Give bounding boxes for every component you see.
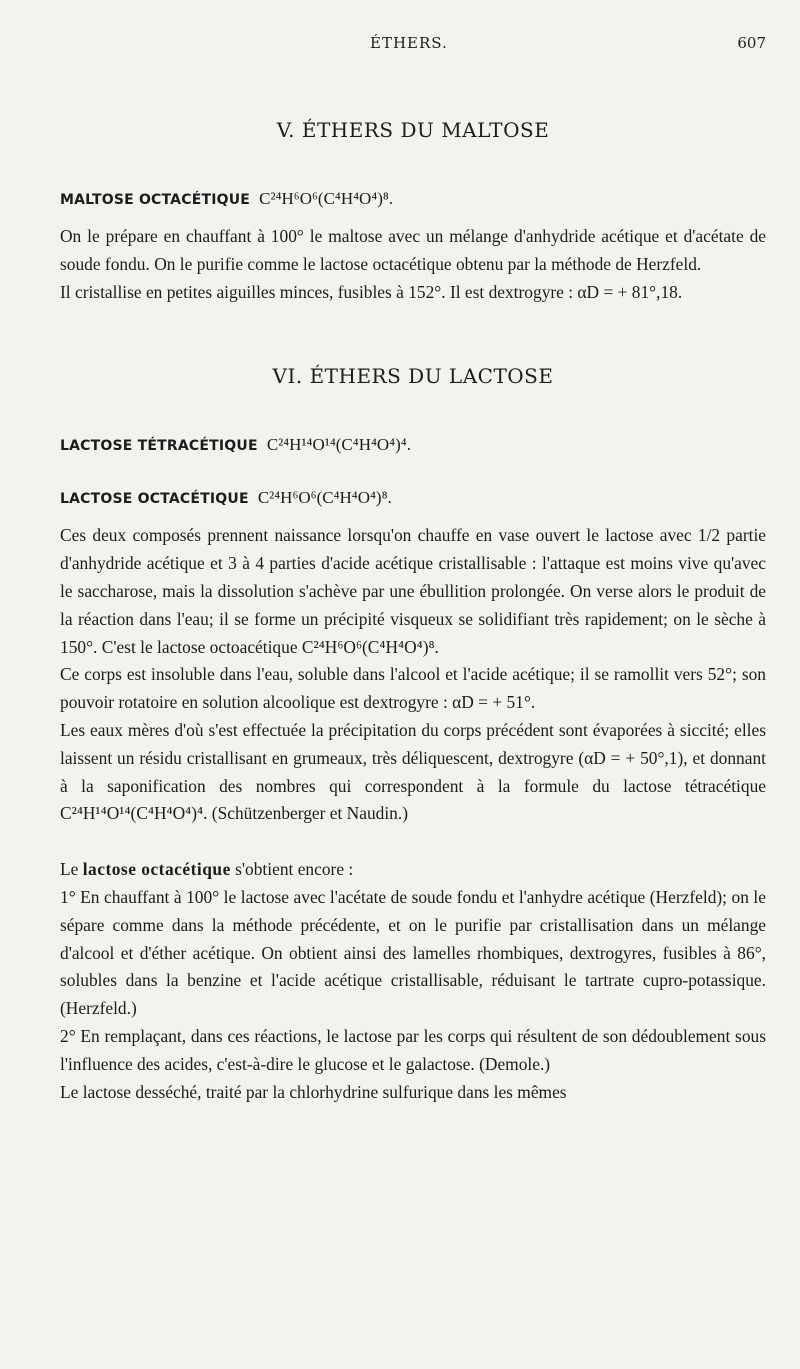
compound-name: LACTOSE TÉTRACÉTIQUE bbox=[60, 438, 258, 455]
intro-suffix: s'obtient encore : bbox=[230, 859, 354, 880]
compound-name: MALTOSE OCTACÉTIQUE bbox=[60, 192, 251, 208]
compound-lactose-octacetique bbox=[60, 485, 766, 512]
method-item: 1° En chauffant à 100° le lactose avec l'acétate de soude fondu et l'anhydre acétique (Herzfeld); on le sépare comme dans la méthode précédente, et on le purifie par cristallisation dans un mélange d'alcool et d'éther acétique. On obtient ainsi des lamelles rhombiques, dextrogyres, fusibles à 86°, solubles dans la benzine et l'acide acétique cristallisable, réduisant le tartrate cupro-potassique. (Herzfeld.) bbox=[60, 886, 766, 1019]
compound-formula: C²⁴H¹⁴O¹⁴(C⁴H⁴O⁴)⁴. bbox=[266, 435, 411, 455]
page-number: 607 bbox=[737, 34, 766, 52]
intro-prefix: Le bbox=[60, 859, 83, 880]
paragraph-intro bbox=[60, 856, 766, 884]
paragraph: Il cristallise en petites aiguilles minces, fusibles à 152°. Il est dextrogyre : αD = + 81°,18. bbox=[60, 281, 683, 302]
intro-emphasis: lactose octacétique bbox=[82, 859, 231, 880]
compound-lactose-tetracetique bbox=[60, 432, 766, 459]
section-heading-maltose: V. ÉTHERS DU MALTOSE bbox=[276, 118, 550, 142]
compound-formula: C²⁴H⁶O⁶(C⁴H⁴O⁴)⁸. bbox=[259, 189, 394, 208]
paragraph: Ces deux composés prennent naissance lorsqu'on chauffe en vase ouvert le lactose avec 1/2 partie d'anhydride acétique et 3 à 4 parties d'acide acétique cristallisable : l'attaque est moins vive qu'avec le saccharose, mais la dissolution s'achève par une ébullition prolongée. On verse alors le produit de la réaction dans l'eau; il se forme un précipité visqueux se solidifiant très rapidement; on le sèche à 150°. C'est le lactose octoacétique C²⁴H⁶O⁶(C⁴H⁴O⁴)⁸. bbox=[60, 525, 766, 657]
section-heading-lactose: VI. ÉTHERS DU LACTOSE bbox=[272, 364, 554, 389]
compound-name: LACTOSE OCTACÉTIQUE bbox=[60, 491, 249, 508]
running-head-title: ÉTHERS. bbox=[370, 34, 448, 52]
page-body bbox=[60, 118, 766, 1106]
running-head bbox=[0, 34, 800, 58]
paragraph: Ce corps est insoluble dans l'eau, soluble dans l'alcool et l'acide acétique; il se ramollit vers 52°; son pouvoir rotatoire en solution alcoolique est dextrogyre : αD = + 51°. bbox=[60, 664, 766, 713]
compound-maltose-octacetique bbox=[60, 186, 766, 213]
paragraph: Les eaux mères d'où s'est effectuée la précipitation du corps précédent sont évaporées à siccité; elles laissent un résidu cristallisant en grumeaux, très déliquescent, dextrogyre (αD = + 50°,1), et donnant à la saponification des nombres qui correspondent à la formule du lactose tétracétique C²⁴H¹⁴O¹⁴(C⁴H⁴O⁴)⁴. (Schützenberger et Naudin.) bbox=[60, 719, 766, 824]
compound-formula: C²⁴H⁶O⁶(C⁴H⁴O⁴)⁸. bbox=[257, 488, 392, 508]
method-item: 2° En remplaçant, dans ces réactions, le lactose par les corps qui résultent de son dédoublement sous l'influence des acides, c'est-à-dire le glucose et le galactose. (Demole.) bbox=[60, 1025, 766, 1074]
paragraph-closing: Le lactose desséché, traité par la chlorhydrine sulfurique dans les mêmes bbox=[60, 1081, 567, 1102]
paragraph: On le prépare en chauffant à 100° le maltose avec un mélange d'anhydride acétique et d'acétate de soude fondu. On le purifie comme le lactose octacétique obtenu par la méthode de Herzfeld. bbox=[60, 226, 766, 274]
